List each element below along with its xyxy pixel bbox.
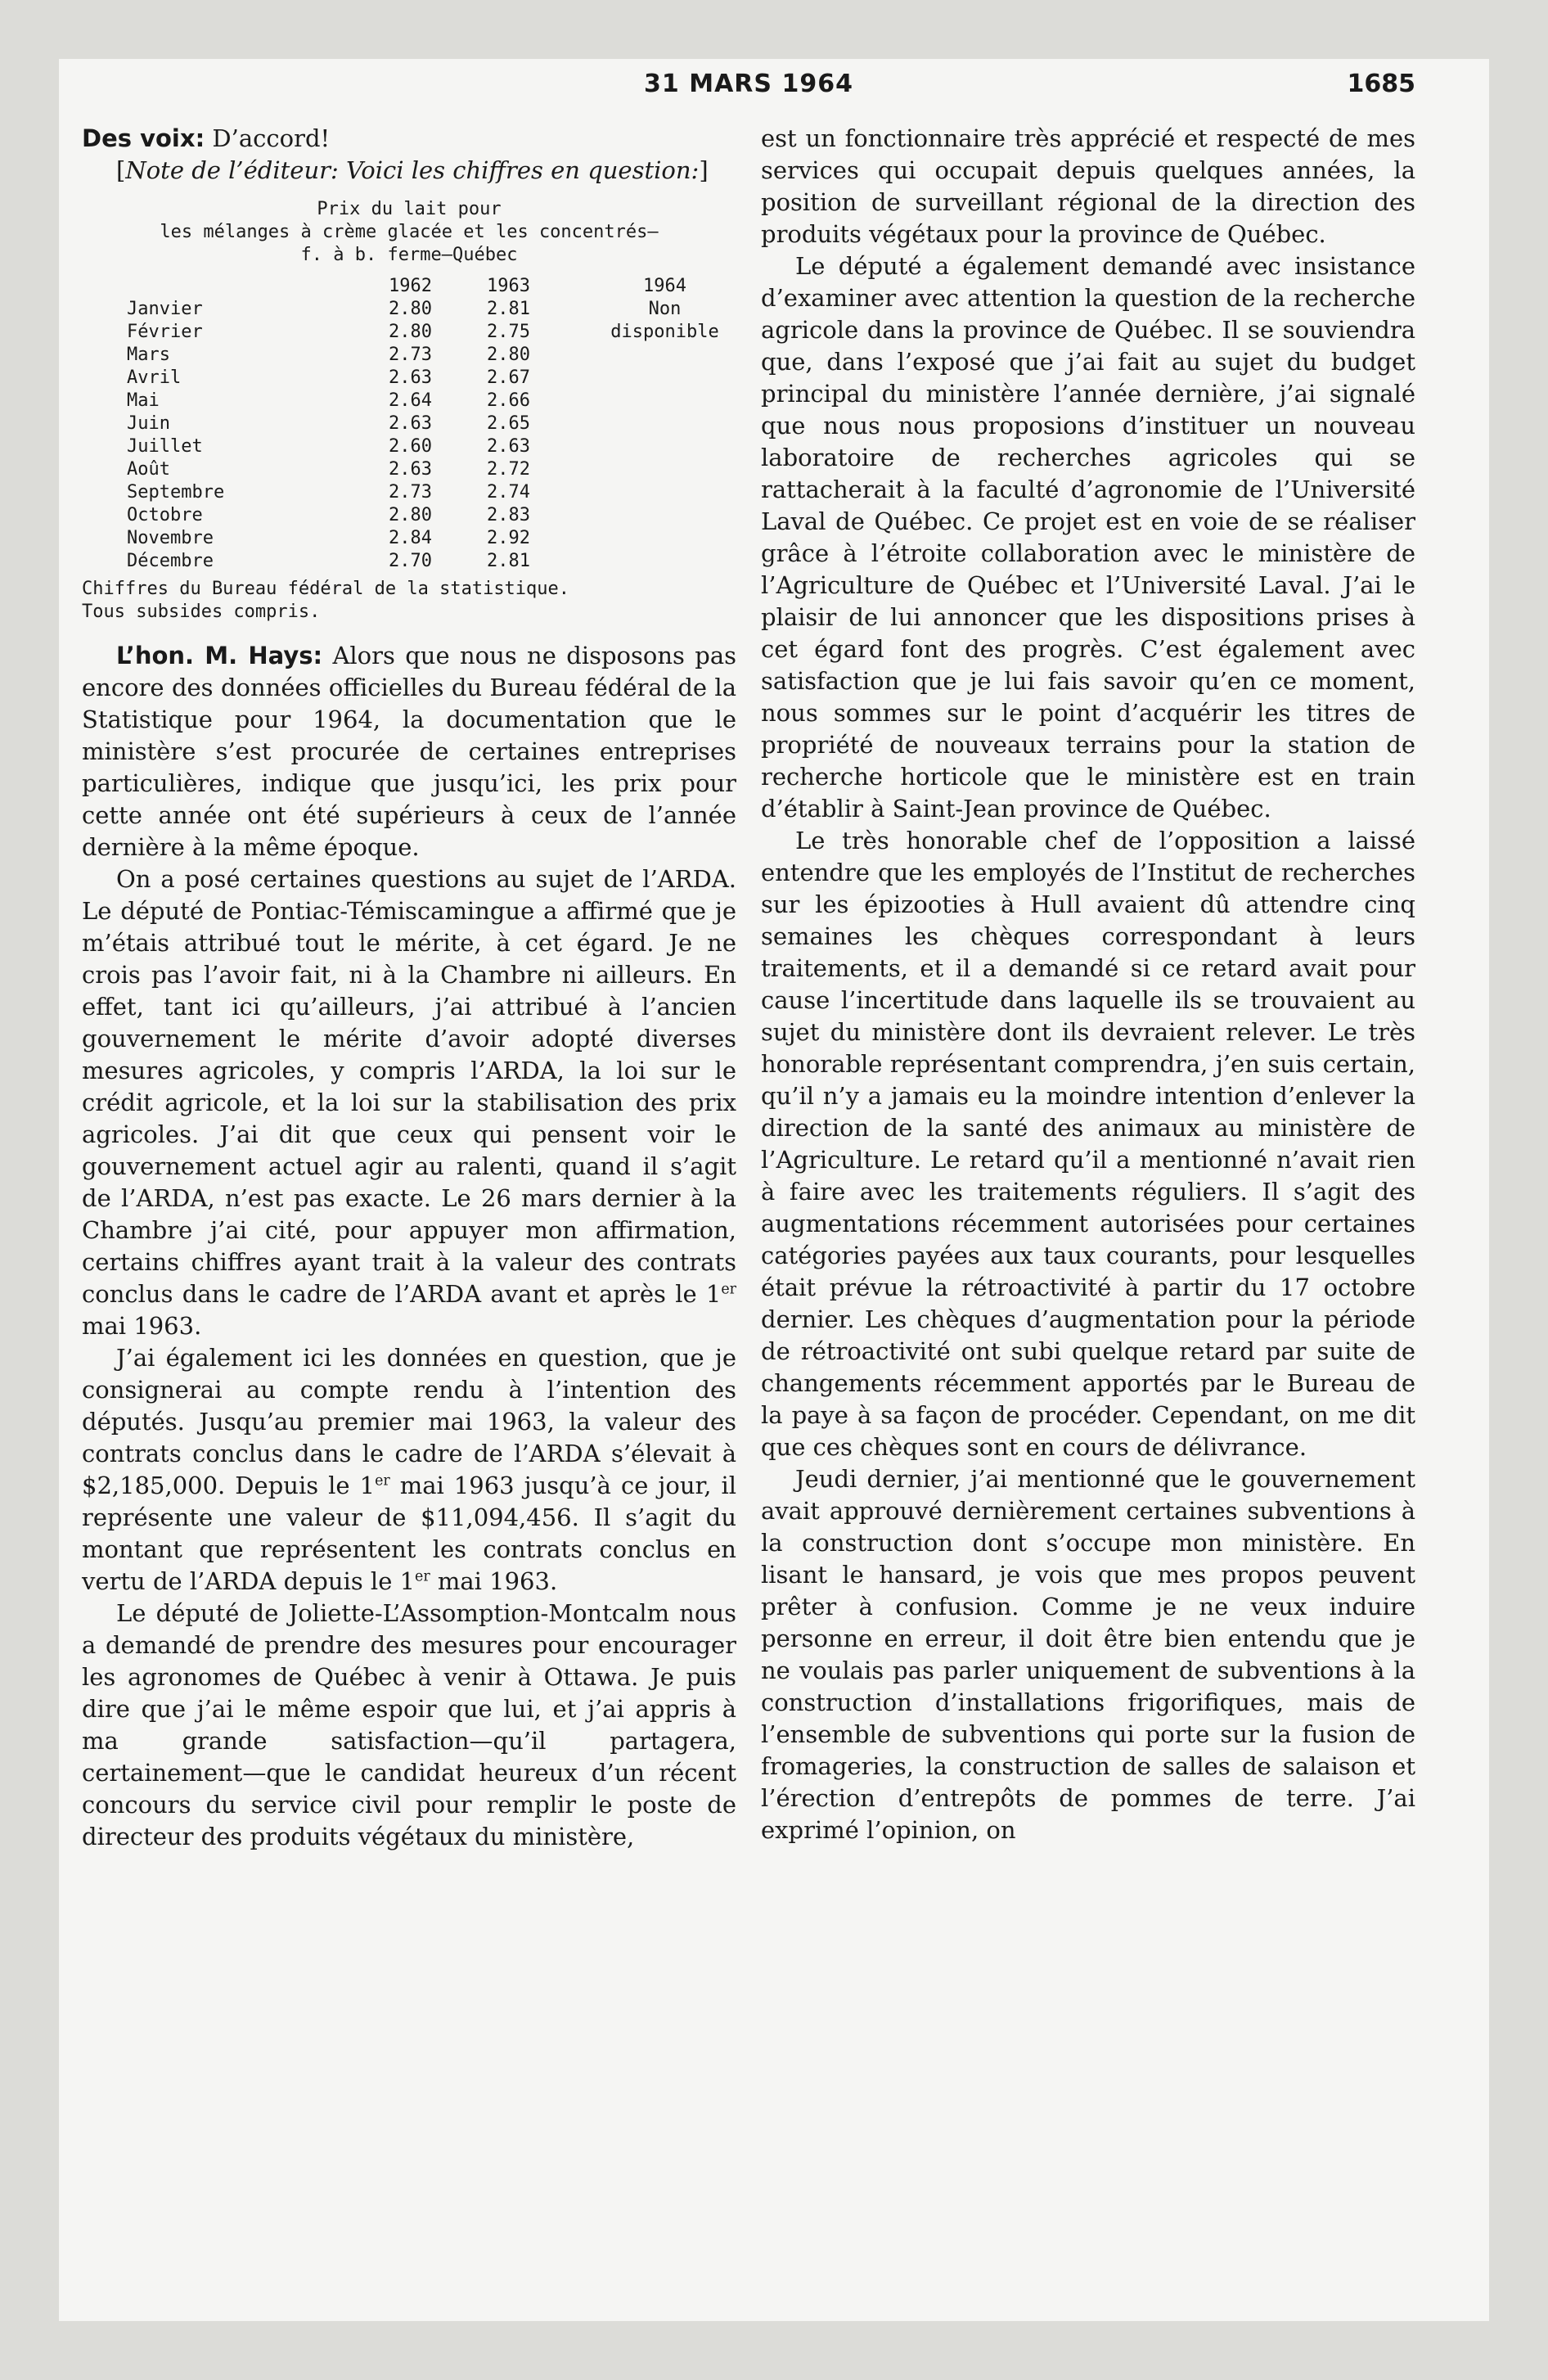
header-cell: 1962: [389, 276, 432, 296]
paragraph-text: mai 1963.: [430, 1567, 558, 1595]
value-cell: 2.80: [389, 322, 432, 342]
value-cell: 2.64: [389, 390, 432, 411]
month-cell: Mai: [127, 390, 160, 411]
note-text: Note de l’éditeur: Voici les chiffres en question:: [125, 156, 700, 184]
caption-line: Prix du lait pour: [317, 199, 502, 219]
value-cell: 2.81: [487, 551, 530, 571]
month-cell: Février: [127, 322, 203, 342]
value-cell: 2.80: [389, 299, 432, 319]
value-cell: 2.72: [487, 459, 530, 480]
value-cell: 2.63: [389, 459, 432, 480]
editor-note: [82, 155, 736, 187]
month-cell: Janvier: [127, 299, 203, 319]
paragraph: Jeudi dernier, j’ai mentionné que le gouvernement avait approuvé dernièrement certaines subventions à la construction dont s’occupe mon ministère. En lisant le hansard, je vois que mes propos peuvent prêter à confusion. Comme je ne veux induire personne en erreur, il doit être bien entendu que je ne voulais pas parler uniquement de subventions à la construction d’installations frigorifiques, mais de l’ensemble de subventions qui porte sur la fusion de fromageries, la construction de salles de salaison et l’érection d’entrepôts de pommes de terre. J’ai exprimé l’opinion, on: [761, 1465, 1415, 1844]
table-row: [82, 458, 736, 481]
paragraph-text: On a posé certaines questions au sujet de l’ARDA. Le député de Pontiac-Témiscamingue a affirmé que je m’étais attribué tout le mérite, à cet égard. Je ne crois pas l’avoir fait, ni à la Chambre ni ailleurs. En effet, tant ici qu’ailleurs, j’ai attribué à l’ancien gouvernement le mérite d’avoir adopté diverses mesures agricoles, y compris l’ARDA, la loi sur le crédit agricole, et la loi sur la stabilisation des prix agricoles. J’ai dit que ceux qui pensent voir le gouvernement actuel agir au ralenti, quand il s’agit de l’ARDA, n’est pas exacte. Le 26 mars dernier à la Chambre j’ai cité, pour appuyer mon affirmation, certains chiffres ayant trait à la valeur des contrats conclus dans le cadre de l’ARDA avant et après le 1: [82, 865, 736, 1308]
paragraph: est un fonctionnaire très apprécié et respecté de mes services qui occupait depuis quelques années, la position de surveillant régional de la direction des produits végétaux pour la province de Québec.: [761, 124, 1415, 248]
table-footer: [82, 578, 736, 624]
table-row: [82, 344, 736, 367]
value-cell: 2.67: [487, 367, 530, 388]
month-cell: Juillet: [127, 436, 203, 457]
paragraph: [82, 863, 736, 1342]
table-row: [82, 412, 736, 435]
table-row: [82, 298, 736, 321]
value-cell: 2.63: [389, 367, 432, 388]
caption-line: les mélanges à crème glacée et les concentrés—: [160, 222, 659, 242]
superscript: er: [721, 1281, 736, 1298]
header-cell-empty: [82, 275, 389, 298]
table-caption: [82, 198, 736, 267]
table-row: [82, 504, 736, 527]
value-cell: 2.84: [389, 528, 432, 548]
paragraph: Le très honorable chef de l’opposition a laissé entendre que les employés de l’Institut de recherches sur les épizooties à Hull avaient dû attendre cinq semaines les chèques correspondant à leurs traitements, et il a demandé si ce retard avait pour cause l’incertitude dans laquelle ils se trouvaient au sujet du ministère dont ils devraient relever. Le très honorable représentant comprendra, j’en suis certain, qu’il n’y a jamais eu la moindre intention d’enlever la direction de la santé des animaux au ministère de l’Agriculture. Le retard qu’il a mentionné n’avait rien à faire avec les traitements réguliers. Il s’agit des augmentations récemment autorisées pour certaines catégories payées aux taux courants, pour lesquelles était prévue la rétroactivité à partir du 17 octobre dernier. Les chèques d’augmentation pour la période de rétroactivité ont subi quelque retard par suite de changements récemment apportés par le Bureau de la paye à sa façon de procéder. Cependant, on me dit que ces chèques sont en cours de délivrance.: [761, 827, 1415, 1461]
value-cell: 2.73: [389, 345, 432, 365]
value-cell: 2.75: [487, 322, 530, 342]
header-cell: 1964: [643, 276, 686, 296]
speech-text: D’accord!: [212, 124, 331, 152]
table-row: [82, 390, 736, 412]
value-cell: 2.63: [487, 436, 530, 457]
table-row: [82, 481, 736, 504]
table-header-row: [82, 275, 736, 298]
value-cell: 2.63: [389, 413, 432, 434]
page-header: [82, 70, 1415, 115]
table-row: [82, 527, 736, 550]
paragraph: [82, 1342, 736, 1598]
speaker-label: L’hon. M. Hays:: [116, 642, 323, 669]
superscript: er: [375, 1472, 390, 1490]
value-cell: 2.74: [487, 482, 530, 503]
table-row: [82, 550, 736, 573]
month-cell: Octobre: [127, 505, 203, 525]
paragraph-text: mai 1963 jusqu’à ce jour, il représente une valeur de $11,094,456. Il s’agit du montant que représentent les contrats conclus en vertu de l’ARDA depuis le 1: [82, 1472, 736, 1595]
paragraph: Le député de Joliette-L’Assomption-Montcalm nous a demandé de prendre des mesures pour encourager les agronomes de Québec à venir à Ottawa. Je puis dire que j’ai le même espoir que lui, et j’ai appris à ma grande satisfaction—qu’il partagera, certainement—que le candidat heureux d’un récent concours du service civil pour remplir le poste de directeur des produits végétaux du ministère,: [82, 1599, 736, 1850]
intro-paragraph: [82, 123, 736, 155]
speaker-label: Des voix:: [82, 124, 205, 152]
price-table-block: [82, 198, 736, 624]
page-number: 1685: [1347, 70, 1415, 98]
header-date: 31 MARS 1964: [644, 70, 853, 98]
right-column: [761, 123, 1415, 1846]
header-cell: 1963: [487, 276, 530, 296]
value-cell: 2.66: [487, 390, 530, 411]
table-row: [82, 435, 736, 458]
superscript: er: [415, 1568, 430, 1585]
note-bracket-close: ]: [699, 156, 709, 184]
value-cell: 2.73: [389, 482, 432, 503]
value-cell: 2.83: [487, 505, 530, 525]
value-cell: 2.60: [389, 436, 432, 457]
month-cell: Juin: [127, 413, 170, 434]
month-cell: Novembre: [127, 528, 214, 548]
table-row: [82, 321, 736, 344]
footer-line: Chiffres du Bureau fédéral de la statistique.: [82, 579, 570, 599]
note-bracket-open: [: [116, 156, 126, 184]
note-cell: Non: [648, 299, 682, 319]
paragraph: [82, 640, 736, 863]
month-cell: Mars: [127, 345, 170, 365]
paragraph-text: Alors que nous ne disposons pas encore des données officielles du Bureau fédéral de la Statistique pour 1964, la documentation que le ministère s’est procurée de certaines entreprises particulières, indique que jusqu’ici, les prix pour cette année ont été supérieurs à ceux de l’année dernière à la même époque.: [82, 642, 736, 861]
month-cell: Septembre: [127, 482, 225, 503]
month-cell: Avril: [127, 367, 182, 388]
value-cell: 2.92: [487, 528, 530, 548]
paragraph: Le député a également demandé avec insistance d’examiner avec attention la question de la recherche agricole dans la province de Québec. Il se souviendra que, dans l’exposé que j’ai fait au sujet du budget principal du ministère l’année dernière, j’ai signalé que nous nous proposions d’instituer un nouveau laboratoire de recherches agricoles qui se rattacherait à la faculté d’agronomie de l’Université Laval de Québec. Ce projet est en voie de se réaliser grâce à l’étroite collaboration avec le ministère de l’Agriculture de Québec et l’Université Laval. J’ai le plaisir de lui annoncer que les dispositions prises à cet égard font des progrès. C’est également avec satisfaction que je lui fais savoir qu’en ce moment, nous sommes sur le point d’acquérir les titres de propriété de nouveaux terrains pour la station de recherche horticole que le ministère est en train d’établir à Saint-Jean province de Québec.: [761, 252, 1415, 823]
price-table: [82, 275, 736, 573]
paragraph-text: mai 1963.: [82, 1312, 202, 1340]
paragraph-text: J’ai également ici les données en question, que je consignerai au compte rendu à l’intention des députés. Jusqu’au premier mai 1963, la valeur des contrats conclus dans le cadre de l’ARDA s’élevait à $2,185,000. Depuis le 1: [82, 1344, 736, 1499]
table-row: [82, 367, 736, 390]
value-cell: 2.80: [389, 505, 432, 525]
left-column: [82, 123, 736, 1853]
value-cell: 2.65: [487, 413, 530, 434]
value-cell: 2.80: [487, 345, 530, 365]
note-cell: disponible: [610, 322, 719, 342]
month-cell: Décembre: [127, 551, 214, 571]
value-cell: 2.70: [389, 551, 432, 571]
footer-line: Tous subsides compris.: [82, 602, 321, 622]
month-cell: Août: [127, 459, 170, 480]
caption-line: f. à b. ferme—Québec: [300, 245, 518, 265]
value-cell: 2.81: [487, 299, 530, 319]
